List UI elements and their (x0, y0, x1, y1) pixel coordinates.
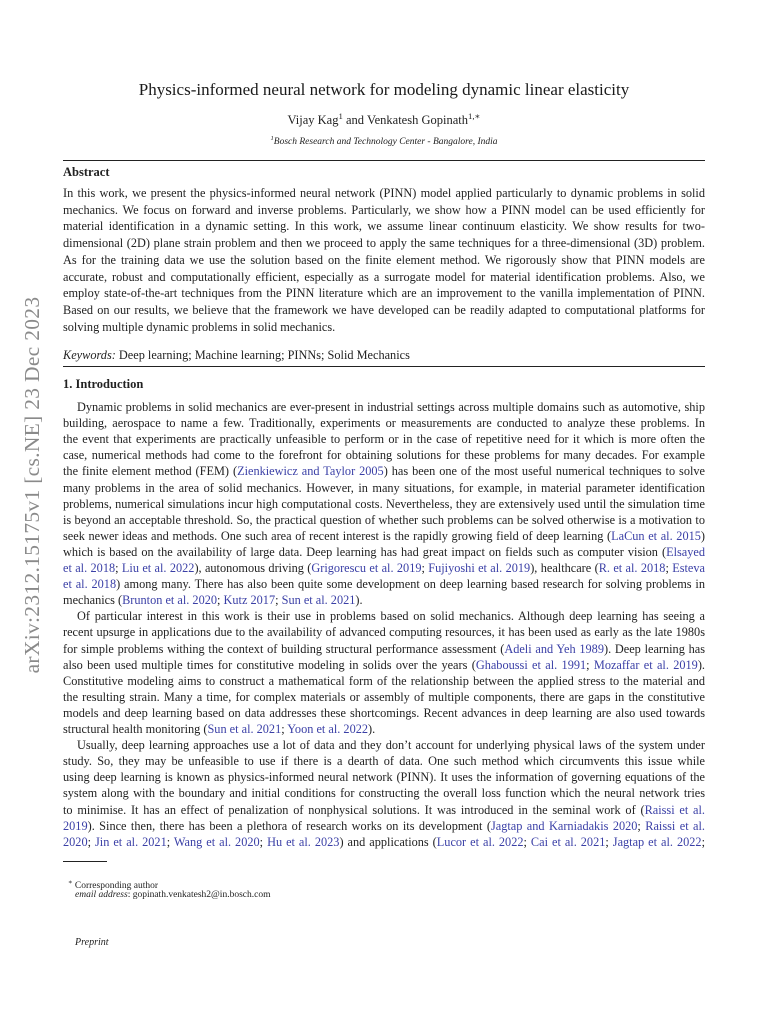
body-text: mechanics ( (63, 593, 123, 608)
abstract-line: In this work, we present the physics-informed neural network (PINN) model applied particularly to dynamic problems in solid (63, 186, 705, 200)
paragraph-line (63, 592, 705, 608)
body-text: ) has been one of the most useful numerical techniques to solve (383, 464, 705, 479)
footnote-email (75, 890, 270, 900)
email-address: : gopinath.venkatesh2@in.bosch.com (127, 890, 271, 900)
citation-link[interactable]: Adeli and Yeh 1989 (504, 641, 604, 656)
body-text: the event that experiments are practically unfeasible to perform or in the case of repetitive need for it which is more often the (63, 432, 705, 447)
citation-link[interactable]: Yoon et al. 2022 (287, 722, 369, 736)
paragraph-line (63, 399, 705, 415)
body-text: ), autonomous driving ( (194, 561, 312, 575)
body-text: is beyond an acceptable threshold. So, the practical question of whether such problems can be solved otherwise is a motivation to (63, 512, 705, 527)
citation-link[interactable]: Kutz 2017 (223, 593, 276, 608)
author-name: Venkatesh Gopinath (366, 113, 468, 128)
body-text: ; (166, 834, 174, 849)
paragraph-line (63, 721, 705, 737)
body-text: ; (259, 834, 268, 849)
footnote-rule (63, 861, 107, 862)
affiliation-marker: 1,∗ (467, 111, 481, 121)
body-text: many problems in the area of solid mechanics. However, in many situations, for example, in material parameter identification (63, 480, 705, 495)
body-text: case, numerical methods had come to the forefront for obtaining solutions for these problems for many decades. For example (63, 448, 705, 463)
footnote-text: Corresponding author (74, 881, 159, 892)
abstract-bottom-rule (63, 366, 705, 367)
body-text: Constitutive modeling aims to construct a mathematical form of the relationship between the applied stress to the material and (63, 673, 705, 688)
citation-link[interactable]: Jagtap and Karniadakis 2020 (490, 818, 638, 833)
body-text: ; (605, 834, 613, 849)
body-text: ; (281, 722, 288, 736)
paragraph-line (63, 415, 705, 431)
body-text: building, aerospace to name a few. Traditionally, experiments or measurements are conducted to analyze these problems. In (63, 416, 705, 431)
citation-link[interactable]: Hu et al. 2023 (267, 834, 340, 849)
paragraph-line (63, 480, 705, 496)
citation-link[interactable]: et al. 2018 (63, 577, 117, 592)
preprint-footer: Preprint (75, 937, 109, 948)
paper-title: Physics-informed neural network for modeling dynamic linear elasticity (138, 80, 630, 99)
body-text: problems, numerical simulations incur high computational costs. Nevertheless, they are extensively used until the simulation time (63, 496, 705, 511)
body-text: ) and applications ( (339, 834, 437, 849)
body-text: ). (368, 722, 376, 736)
body-text: recent upsurge in applications due to the availability of advanced computing resources, it has been used as early as the late 1980s (63, 625, 705, 640)
keywords (63, 348, 410, 363)
paragraph-line (63, 624, 705, 640)
citation-link[interactable]: Mozaffar et al. 2019 (593, 657, 698, 672)
paragraph-line (63, 447, 705, 463)
affiliation-text: Bosch Research and Technology Center - Bangalore, India (273, 137, 498, 148)
keywords-text: Deep learning; Machine learning; PINNs; Solid Mechanics (118, 348, 410, 362)
paragraph-line (63, 834, 705, 850)
paragraph-line (63, 576, 705, 592)
paragraph-line (63, 802, 705, 818)
abstract-line: As for the training data we use the solution based on the finite element method. We rigorously show that PINN models are (63, 252, 705, 267)
paragraph-line (63, 818, 705, 834)
affiliation (0, 135, 768, 147)
citation-link[interactable]: Raissi et al. (644, 802, 705, 817)
body-text: for simple problems withing the context of building structural performance assessment ( (63, 641, 505, 656)
body-text: system along with the boundary and initial conditions for constructing the overall loss function which the neural network tries (63, 786, 705, 801)
body-text: ) among many. There has also been quite some development on deep learning based research for solving problems in (116, 577, 705, 592)
body-text: to minimise. It has an effect of penalization of nonphysical solutions. It was introduced in the seminal work of ( (63, 802, 645, 817)
citation-link[interactable]: Jin et al. 2021 (95, 834, 167, 849)
email-label: email address (75, 890, 128, 900)
affiliation-marker: 1 (338, 111, 343, 121)
body-text: using deep learning is known as physics-informed neural network (PINN). It uses the information of governing equations of the (63, 770, 705, 785)
paragraph-line (63, 560, 705, 576)
citation-link[interactable]: LaCun et al. 2015 (611, 528, 701, 543)
abstract-line: mechanics. We focus on forward and inverse problems. Particularly, we show how a PINN model can be used efficiently for (63, 202, 705, 217)
body-text: ; (701, 834, 705, 849)
citation-link[interactable]: et al. 2018 (63, 561, 116, 575)
paragraph-line (63, 769, 705, 785)
body-text: seek newer ideas and methods. One such area of recent interest is the rapidly growing field of deep learning ( (63, 528, 612, 543)
citation-link[interactable]: Lucor et al. 2022 (436, 834, 524, 849)
body-text: study. So, they may be unfeasible to use if there is a dearth of data. One such method which circumvents this issue while (63, 754, 705, 769)
citation-link[interactable]: Elsayed (666, 544, 705, 559)
body-text: ; (87, 834, 95, 849)
citation-link[interactable]: Brunton et al. 2020 (122, 593, 218, 608)
body-text: ; (637, 818, 646, 833)
abstract-line: employ state-of-the-art techniques from the PINN literature which are an improvement to the vanilla implementation of PINN. (63, 286, 705, 301)
body-text: ). (355, 593, 363, 608)
abstract-line: Based on our results, we believe that the framework we have developed can be readily adapted to computational platforms for (63, 302, 705, 317)
citation-link[interactable]: Wang et al. 2020 (173, 834, 260, 849)
body-text: ; (665, 561, 673, 575)
arxiv-identifier-stamp: arXiv:2312.15175v1 [cs.NE] 23 Dec 2023 (20, 296, 44, 674)
paragraph-line (63, 463, 705, 479)
section-heading-introduction: 1. Introduction (63, 377, 144, 391)
affiliation-marker: 1 (270, 135, 274, 142)
body-text: ; (421, 561, 429, 575)
paragraph-line (63, 737, 705, 753)
paragraph-line (63, 657, 705, 673)
citation-link[interactable]: Liu et al. 2022 (121, 561, 195, 575)
paragraph-line (63, 705, 705, 721)
paragraph-line (63, 689, 705, 705)
paragraph-line (63, 431, 705, 447)
paragraph-line (63, 496, 705, 512)
author-line (0, 111, 768, 128)
top-rule (63, 160, 705, 161)
keywords-label: Keywords: (63, 348, 116, 362)
citation-link[interactable]: Zienkiewicz and Taylor 2005 (237, 464, 384, 479)
citation-link[interactable]: Cai et al. 2021 (530, 834, 606, 849)
body-text: ; (275, 593, 282, 608)
paragraph-line (63, 544, 705, 560)
citation-link[interactable]: 2020 (63, 834, 88, 849)
paragraph-line (63, 641, 705, 657)
author-conjunction: and (345, 113, 365, 128)
citation-link[interactable]: Raissi et al. (645, 818, 705, 833)
citation-link[interactable]: 2019 (63, 818, 88, 833)
paragraph-line (63, 528, 705, 544)
abstract-line: accurate, robust and computationally efficient, especially as a surrogate model for material identification problems. Also, we (63, 269, 705, 284)
body-text: ; (523, 834, 531, 849)
body-text: Dynamic problems in solid mechanics are ever-present in industrial settings across multiple domains such as automotive, ship (77, 400, 705, 414)
citation-link[interactable]: Sun et al. 2021 (207, 722, 282, 736)
body-text: the resulting strain. Many a time, for complex materials or assembly of multiple components, there are gaps in the constitutive (63, 689, 705, 704)
body-text: ; (586, 657, 594, 672)
citation-link[interactable]: Jagtap et al. 2022 (612, 834, 702, 849)
body-text: Usually, deep learning approaches use a lot of data and they don’t account for underlying physical laws of the system under (77, 738, 705, 753)
body-text: ; (115, 561, 122, 575)
citation-link[interactable]: Fujiyoshi et al. 2019 (428, 561, 531, 575)
paragraph-line (63, 785, 705, 801)
body-text: structural health monitoring ( (63, 722, 208, 736)
paragraph-line (63, 512, 705, 528)
abstract-line: solving multiple dynamic problems in solid mechanics. (63, 319, 336, 334)
citation-link[interactable]: Esteva (672, 561, 705, 575)
body-text: ), healthcare ( (530, 561, 599, 575)
footnote-marker: ∗ (68, 879, 73, 886)
abstract-line: material identification in a dynamic setting. In this work, we assume linear continuum elasticity. We show results for two- (63, 219, 705, 234)
paragraph-line (63, 753, 705, 769)
abstract-line: dimensional (2D) plane strain problem and then we proceed to apply the same techniques for a three-dimensional (3D) problem. (63, 236, 705, 251)
body-text: ). (697, 657, 705, 672)
body-text: models and deep learning based on data addresses these shortcomings. Recent advances in deep learning are also used towards (63, 705, 705, 720)
body-text: also been used multiple times for constitutive modeling in solids over the years ( (63, 657, 476, 672)
citation-link[interactable]: Grigorescu et al. 2019 (311, 561, 422, 575)
paragraph-line (63, 608, 705, 624)
citation-link[interactable]: R. et al. 2018 (598, 561, 666, 575)
body-text: the finite element method (FEM) ( (63, 464, 238, 479)
paragraph-line (63, 673, 705, 689)
body-text: Of particular interest in this work is their use in problems based on solid mechanics. Although deep learning has seeing a (77, 609, 705, 624)
abstract-heading: Abstract (63, 165, 110, 179)
body-text: ) (700, 528, 705, 543)
body-text: ; (217, 593, 224, 608)
body-text: ). Deep learning has (603, 641, 705, 656)
citation-link[interactable]: Sun et al. 2021 (281, 593, 356, 608)
citation-link[interactable]: Ghaboussi et al. 1991 (475, 657, 587, 672)
body-text: which is based on the availability of large data. Deep learning has had great impact on fields such as computer vision ( (63, 544, 667, 559)
body-text: ). Since then, there has been a plethora of research works on its development ( (87, 818, 491, 833)
author-name: Vijay Kag (287, 113, 339, 128)
